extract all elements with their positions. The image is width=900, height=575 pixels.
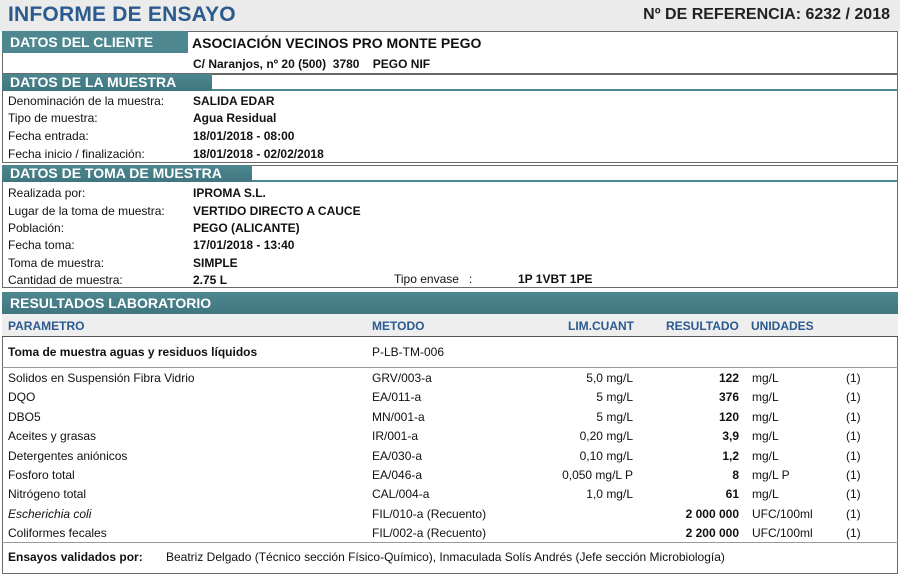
sampling-field-label: Fecha toma: <box>8 238 75 252</box>
result-parameter: Solidos en Suspensión Fibra Vidrio <box>8 371 195 385</box>
result-value: 61 <box>725 487 739 501</box>
result-note: (1) <box>846 468 861 482</box>
sampling-field-label: Cantidad de muestra: <box>8 273 123 287</box>
sample-field-value: 18/01/2018 - 02/02/2018 <box>193 147 324 161</box>
reference-number: Nº DE REFERENCIA: 6232 / 2018 <box>643 6 890 23</box>
result-value: 120 <box>718 410 739 424</box>
result-unit: mg/L <box>752 449 779 463</box>
result-lim-cuant: 0,050 mg/L P <box>562 468 633 482</box>
result-unit: mg/L <box>752 390 779 404</box>
result-value: 3,9 <box>722 429 739 443</box>
sample-field-value: 18/01/2018 - 08:00 <box>193 129 295 143</box>
sampling-field-value: 2.75 L <box>193 273 228 287</box>
result-lim-cuant: 0,20 mg/L <box>579 429 633 443</box>
result-value: 122 <box>718 371 739 385</box>
column-header-metodo: METODO <box>372 319 425 333</box>
result-value: 2 000 000 <box>685 507 739 521</box>
result-method: GRV/003-a <box>372 371 432 385</box>
sample-field-label: Fecha inicio / finalización: <box>8 147 145 161</box>
header-rule <box>2 336 898 337</box>
sampling-method-code: P-LB-TM-006 <box>372 345 445 359</box>
validated-by-value: Beatriz Delgado (Técnico sección Físico-Químico), Inmaculada Solís Andrés (Jefe sección Microbiología) <box>166 550 725 564</box>
client-section-title: DATOS DEL CLIENTE <box>2 31 188 53</box>
sampling-section-rule <box>252 180 898 182</box>
result-note: (1) <box>846 410 861 424</box>
result-method: EA/030-a <box>372 449 423 463</box>
result-note: (1) <box>846 487 861 501</box>
result-unit: mg/L <box>752 371 779 385</box>
result-lim-cuant: 5,0 mg/L <box>586 371 633 385</box>
result-note: (1) <box>846 449 861 463</box>
result-parameter: DQO <box>8 390 36 404</box>
result-unit: mg/L <box>752 487 779 501</box>
result-note: (1) <box>846 371 861 385</box>
sample-field-label: Denominación de la muestra: <box>8 94 165 108</box>
result-parameter: Coliformes fecales <box>8 526 107 540</box>
column-header-resultado: RESULTADO <box>666 319 739 333</box>
result-note: (1) <box>846 507 861 521</box>
result-method: MN/001-a <box>372 410 425 424</box>
result-lim-cuant: 5 mg/L <box>596 390 633 404</box>
result-value: 376 <box>718 390 739 404</box>
result-value: 8 <box>732 468 739 482</box>
result-parameter: DBO5 <box>8 410 41 424</box>
result-parameter: Fosforo total <box>8 468 75 482</box>
sample-section-title: DATOS DE LA MUESTRA <box>2 74 212 91</box>
sampling-field-value: SIMPLE <box>193 256 238 270</box>
result-method: EA/046-a <box>372 468 423 482</box>
result-lim-cuant: 5 mg/L <box>596 410 633 424</box>
result-parameter: Escherichia coli <box>8 507 92 521</box>
sampling-section-title: DATOS DE TOMA DE MUESTRA <box>2 165 252 182</box>
result-unit: UFC/100ml <box>752 526 813 540</box>
result-value: 1,2 <box>722 449 739 463</box>
sampling-field-label: Población: <box>8 221 65 235</box>
container-type-value: 1P 1VBT 1PE <box>518 272 593 286</box>
sample-field-label: Fecha entrada: <box>8 129 89 143</box>
sampling-field-value: 17/01/2018 - 13:40 <box>193 238 295 252</box>
result-method: IR/001-a <box>372 429 419 443</box>
result-parameter: Detergentes aniónicos <box>8 449 128 463</box>
row-divider <box>2 367 898 368</box>
result-parameter: Aceites y grasas <box>8 429 97 443</box>
result-note: (1) <box>846 429 861 443</box>
result-note: (1) <box>846 526 861 540</box>
result-unit: mg/L P <box>752 468 790 482</box>
sampling-field-label: Lugar de la toma de muestra: <box>8 204 165 218</box>
client-name: ASOCIACIÓN VECINOS PRO MONTE PEGO <box>192 35 482 51</box>
result-parameter: Nitrógeno total <box>8 487 87 501</box>
result-method: EA/011-a <box>372 390 422 404</box>
result-lim-cuant: 1,0 mg/L <box>586 487 633 501</box>
client-address: C/ Naranjos, nº 20 (500) 3780 PEGO NIF <box>193 57 431 71</box>
result-method: FIL/002-a (Recuento) <box>372 526 487 540</box>
sample-field-value: Agua Residual <box>193 111 277 125</box>
report-title: INFORME DE ENSAYO <box>8 3 236 26</box>
result-unit: mg/L <box>752 429 779 443</box>
column-header-unidades: UNIDADES <box>751 319 814 333</box>
result-method: CAL/004-a <box>372 487 430 501</box>
result-unit: UFC/100ml <box>752 507 813 521</box>
sampling-box <box>2 165 898 288</box>
result-value: 2 200 000 <box>685 526 739 540</box>
container-type-label: Tipo envase : <box>394 272 473 286</box>
sample-field-value: SALIDA EDAR <box>193 94 275 108</box>
sampling-method-param: Toma de muestra aguas y residuos líquidos <box>8 345 258 359</box>
result-note: (1) <box>846 390 861 404</box>
sampling-field-label: Toma de muestra: <box>8 256 105 270</box>
result-method: FIL/010-a (Recuento) <box>372 507 487 521</box>
column-header-lim: LIM.CUANT <box>568 319 634 333</box>
sampling-field-label: Realizada por: <box>8 186 86 200</box>
sampling-field-value: IPROMA S.L. <box>193 186 266 200</box>
sample-section-rule <box>212 89 898 91</box>
sample-field-label: Tipo de muestra: <box>8 111 98 125</box>
sampling-field-value: VERTIDO DIRECTO A CAUCE <box>193 204 361 218</box>
results-section-title: RESULTADOS LABORATORIO <box>2 292 898 314</box>
result-unit: mg/L <box>752 410 779 424</box>
sampling-field-value: PEGO (ALICANTE) <box>193 221 300 235</box>
result-lim-cuant: 0,10 mg/L <box>579 449 633 463</box>
row-divider <box>2 542 898 543</box>
validated-by-label: Ensayos validados por: <box>8 550 143 564</box>
column-header-parametro: PARAMETRO <box>8 319 85 333</box>
